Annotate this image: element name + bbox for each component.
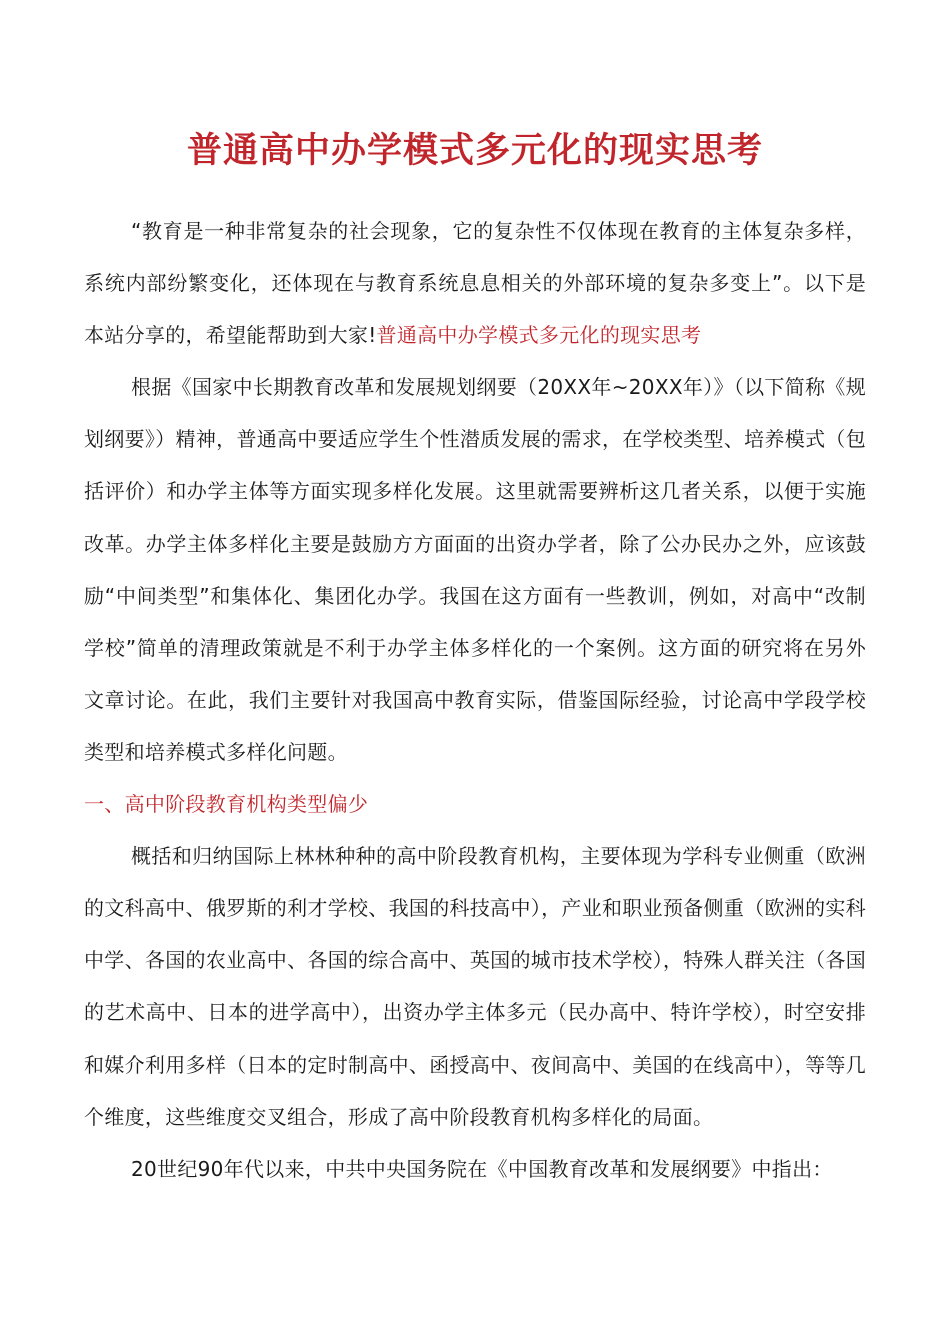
document-body [84, 205, 866, 1195]
document-title: 普通高中办学模式多元化的现实思考 [186, 131, 763, 172]
intro-text: “教育是一种非常复杂的社会现象，它的复杂性不仅体现在教育的主体复杂多样，系统内部纷繁变化，还体现在与教育系统息息相关的外部环境的复杂多变上”。以下是本站分享的，希望能帮助到大家! [84, 219, 866, 348]
intro-paragraph [84, 205, 866, 361]
paragraph-2: 概括和归纳国际上林林种种的高中阶段教育机构，主要体现为学科专业侧重（欧洲的文科高中、俄罗斯的利才学校、我国的科技高中），产业和职业预备侧重（欧洲的实科中学、各国的农业高中、各国的综合高中、英国的城市技术学校），特殊人群关注（各国的艺术高中、日本的进学高中），出资办学主体多元（民办高中、特许学校），时空安排和媒介利用多样（日本的定时制高中、函授高中、夜间高中、美国的在线高中），等等几个维度，这些维度交叉组合，形成了高中阶段教育机构多样化的局面。 [84, 844, 866, 1129]
title-link[interactable]: 普通高中办学模式多元化的现实思考 [376, 323, 702, 348]
paragraph-3: 20世纪90年代以来，中共中央国务院在《中国教育改革和发展纲要》中指出： [131, 1156, 833, 1181]
section-heading: 一、高中阶段教育机构类型偏少 [84, 792, 369, 817]
paragraph-1: 根据《国家中长期教育改革和发展规划纲要（20XX年~20XX年）》（以下简称《规划纲要》）精神，普通高中要适应学生个性潜质发展的需求，在学校类型、培养模式（包括评价）和办学主体等方面实现多样化发展。这里就需要辨析这几者关系，以便于实施改革。办学主体多样化主要是鼓励方方面面的出资办学者，除了公办民办之外，应该鼓励“中间类型”和集体化、集团化办学。我国在这方面有一些教训，例如，对高中“改制学校”简单的清理政策就是不利于办学主体多样化的一个案例。这方面的研究将在另外文章讨论。在此，我们主要针对我国高中教育实际，借鉴国际经验，讨论高中学段学校类型和培养模式多样化问题。 [84, 375, 866, 764]
